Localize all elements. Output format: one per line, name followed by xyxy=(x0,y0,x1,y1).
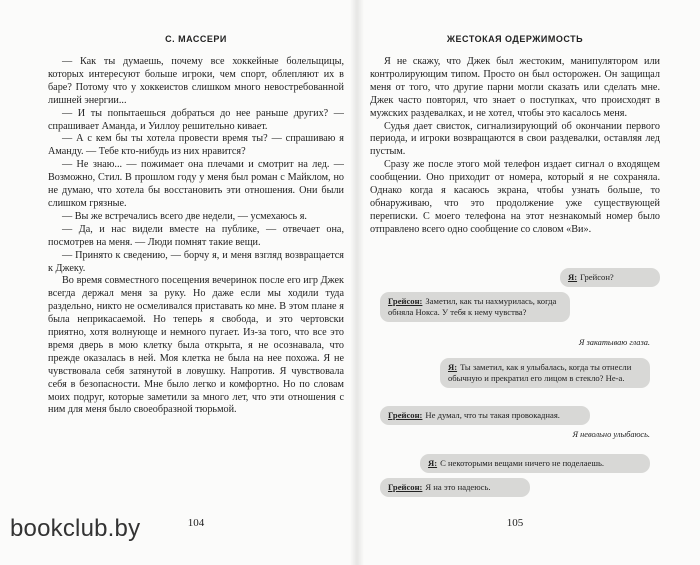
paragraph: Во время совместного посещения вечеринок после его игр Джек всегда держал меня за руку. Но даже если мы ходили туда раздельно, никто не осмеливался приставать ко мне. В этом плане я была неприкасаемой. Но теперь я свобода, и это чертовски приятно, хотя волнующе и немного пугает. Из-за того, что все это время дверь в мою клетку была открыта, я не осознавала, что прежде оказалась в ней. Моя клетка не была на нее похожа. Я не чувствовала себя затянутой в ловушку. Напротив. Я чувствовала себя в безопасности. Мне было легко и комфортно. Но по словам моих подруг, которые заметили за много лет, что эти отношения с ним для меня было своеобразной тюрьмой. xyxy=(48,275,344,416)
paragraph: Я не скажу, что Джек был жестоким, манипулятором или контролирующим типом. Просто он был осторожен. Он защищал меня от того, что другие парни могли сказать или сделать мне. Джек часто повторял, что знает о поступках, что происходят в мужских раздевалках, и не хотел, чтобы это касалось меня. xyxy=(370,56,660,119)
paragraph: — А с кем бы ты хотела провести время ты? — спрашиваю я Аманду. — Тебе кто-нибудь из них нравится? xyxy=(48,133,344,158)
sender-label: Грейсон: xyxy=(388,296,423,306)
message-text: Я на это надеюсь. xyxy=(425,482,491,492)
paragraph: — Не знаю... — пожимает она плечами и смотрит на лед. — Возможно, Стил. В прошлом году у меня был роман с Майклом, но не думаю, что хотела бы восстановить эти отношения. Они были слишком грязные. xyxy=(48,159,344,209)
running-head-author: С. МАССЕРИ xyxy=(165,34,227,44)
sender-label: Я: xyxy=(448,362,458,372)
message-text: Заметил, как ты нахмурилась, когда обняла Нокса. У тебя к нему чувства? xyxy=(388,296,557,317)
right-page xyxy=(370,0,660,565)
paragraph: — И ты попытаешься добраться до нее раньше других? — спрашивает Аманда, и Уиллоу решительно кивает. xyxy=(48,107,344,132)
narration-note: Я невольно улыбаюсь. xyxy=(572,430,650,439)
watermark-logo: bookclub.by xyxy=(10,515,141,542)
paragraph: — Как ты думаешь, почему все хоккейные болельщицы, которых интересуют больше игроки, чем спорт, облепляют их в баре? Потому что у хоккеистов слишком много невостребованной лишней энергии... xyxy=(48,56,344,106)
book-gutter xyxy=(350,0,364,565)
chat-message-me xyxy=(560,268,660,287)
paragraph: Сразу же после этого мой телефон издает сигнал о входящем сообщении. Оно приходит от номера, который я не сохраняла. Однако когда я касаюсь экрана, чтобы узнать больше, то обнаруживаю, что это продолжение уже существующей переписки. С моего телефона на этот незнакомый номер было отправлено всего одно сообщение со словом «Ви». xyxy=(370,159,660,235)
left-page-text xyxy=(48,56,344,417)
chat-message-grayson xyxy=(380,478,530,497)
sender-label: Я: xyxy=(568,272,578,282)
paragraph: Судья дает свисток, сигнализирующий об окончании первого периода, и игроки возвращаются в свои раздевалки, оставляя лед пустым. xyxy=(370,120,660,158)
chat-message-me xyxy=(440,358,650,388)
left-page xyxy=(48,0,344,565)
running-head-title: ЖЕСТОКАЯ ОДЕРЖИМОСТЬ xyxy=(446,34,584,44)
chat-message-me xyxy=(420,454,650,473)
message-text: Не думал, что ты такая провокадная. xyxy=(425,410,560,420)
paragraph: — Вы же встречались всего две недели, — усмехаюсь я. xyxy=(62,210,307,222)
sender-label: Грейсон: xyxy=(388,410,423,420)
right-page-text xyxy=(370,56,660,237)
page-number-left: 104 xyxy=(187,517,205,529)
page-number-right: 105 xyxy=(506,517,524,529)
paragraph: — Принято к сведению, — борчу я, и меня взгляд возвращается к Джеку. xyxy=(48,249,344,274)
narration-note: Я закатываю глаза. xyxy=(578,338,650,347)
message-text: Ты заметил, как я улыбалась, когда ты отнесли обычную и прекратил его лицом в стекло? Не-а. xyxy=(448,362,632,383)
paragraph: — Да, и нас видели вместе на публике, — отвечает она, посмотрев на меня. — Люди помнят такие вещи. xyxy=(48,223,344,248)
sender-label: Я: xyxy=(428,458,438,468)
message-text: С некоторыми вещами ничего не поделаешь. xyxy=(440,458,605,468)
message-text: Грейсон? xyxy=(580,272,614,282)
chat-message-grayson xyxy=(380,292,570,322)
chat-message-grayson xyxy=(380,406,590,425)
sender-label: Грейсон: xyxy=(388,482,423,492)
